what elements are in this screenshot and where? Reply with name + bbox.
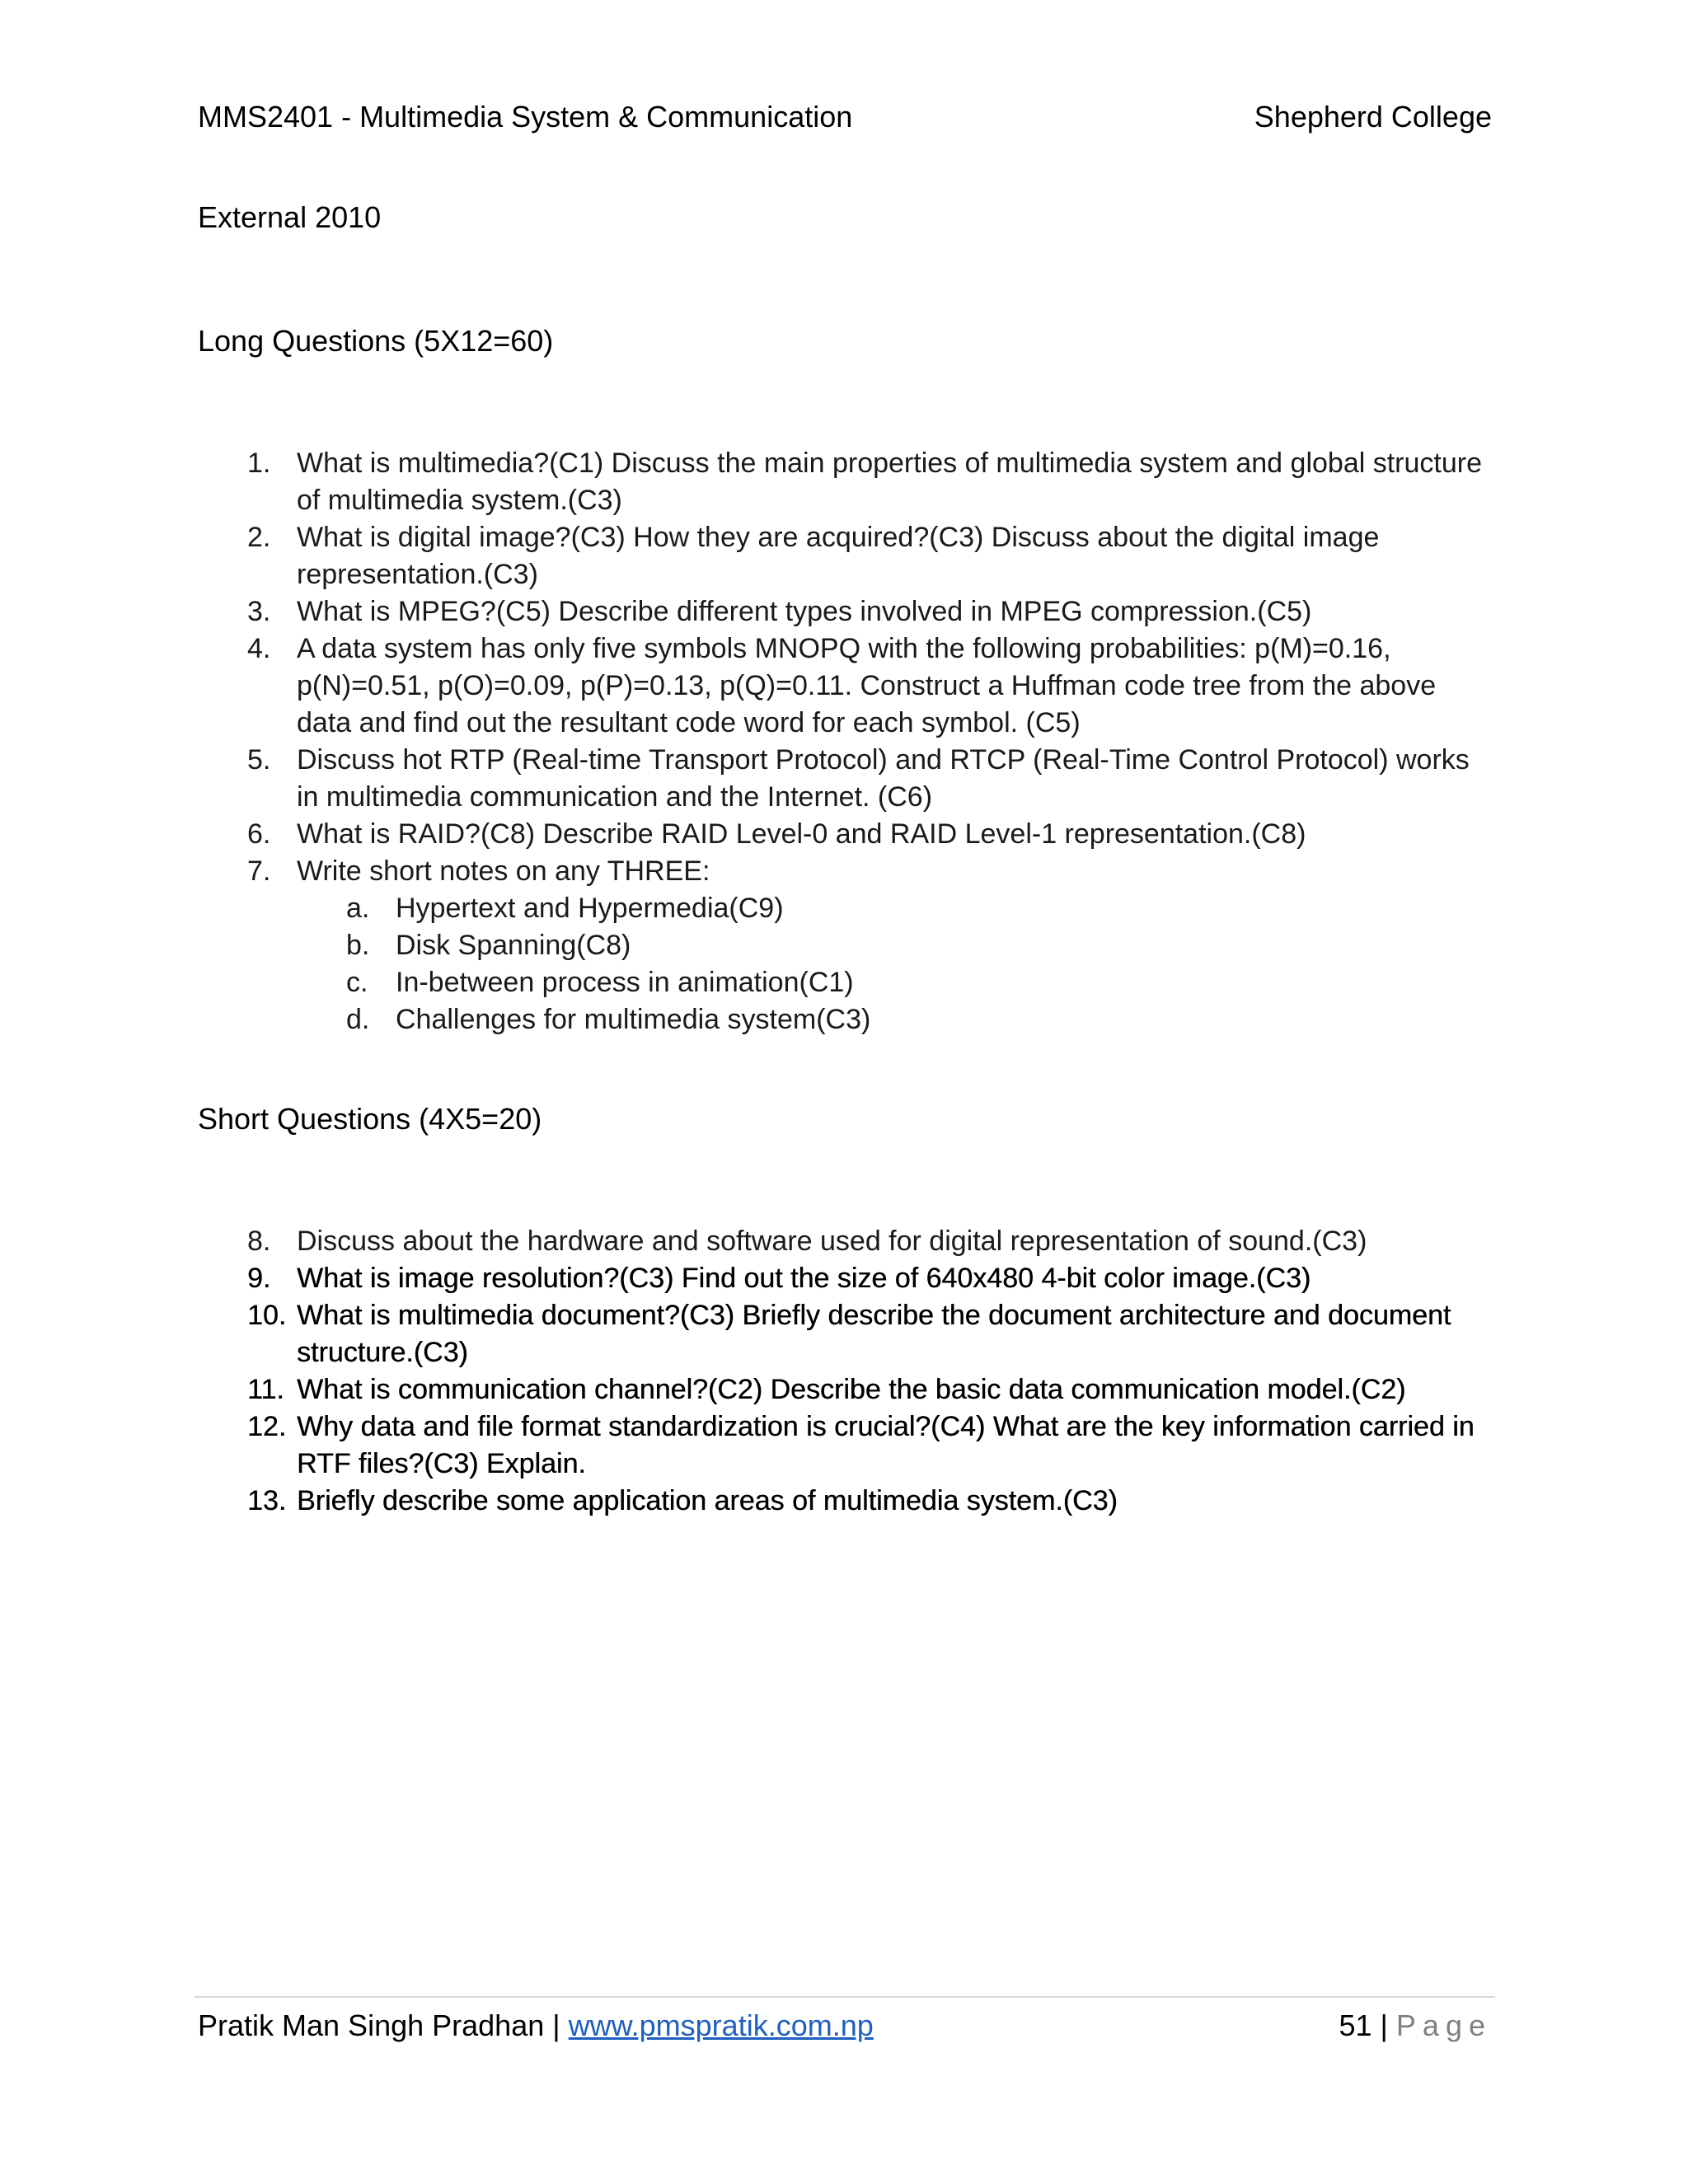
question-text: Write short notes on any THREE:: [297, 855, 710, 887]
question-text: What is multimedia document?(C3) Briefly describe the document architecture and document structure.(C3): [297, 1300, 1451, 1368]
question-number: 11.: [247, 1374, 284, 1405]
question-number: 9.: [247, 1263, 271, 1294]
long-questions-title: Long Questions (5X12=60): [198, 324, 554, 358]
sublist-letter: b.: [346, 930, 370, 961]
question-text: What is image resolution?(C3) Find out the size of 640x480 4-bit color image.(C3): [297, 1263, 1311, 1294]
question-number: 2.: [247, 522, 271, 553]
question-item: [198, 1260, 1492, 1297]
question-number: 6.: [247, 818, 271, 850]
question-number: 3.: [247, 596, 271, 627]
sublist-item: [297, 964, 1492, 1001]
college-name: Shepherd College: [1254, 100, 1492, 134]
page-number: 51: [1339, 2008, 1372, 2042]
question-text: What is communication channel?(C2) Describe the basic data communication model.(C2): [297, 1374, 1406, 1405]
question-item: [198, 1371, 1492, 1408]
page-footer: [198, 2008, 1492, 2044]
question-item: [198, 630, 1492, 742]
footer-left: [198, 2008, 874, 2044]
question-item: [198, 742, 1492, 816]
website-link[interactable]: www.pmspratik.com.np: [568, 2008, 874, 2042]
short-questions-list: [198, 1223, 1492, 1520]
question-number: 13.: [247, 1485, 287, 1516]
question-item: [198, 1408, 1492, 1483]
author-name: Pratik Man Singh Pradhan: [198, 2008, 545, 2042]
question-text: What is digital image?(C3) How they are acquired?(C3) Discuss about the digital image representation.(C3): [297, 522, 1380, 590]
question-number: 1.: [247, 448, 271, 479]
page-header: [198, 99, 1492, 135]
question-text: Discuss about the hardware and software used for digital representation of sound.(C3): [297, 1226, 1367, 1257]
sublist-text: Hypertext and Hypermedia(C9): [396, 893, 784, 924]
sublist-text: In-between process in animation(C1): [396, 967, 854, 998]
footer-right: [1339, 2008, 1492, 2044]
sublist-letter: c.: [346, 967, 368, 998]
short-questions-title: Short Questions (4X5=20): [198, 1102, 542, 1136]
question-number: 8.: [247, 1226, 271, 1257]
question-item: [198, 1223, 1492, 1260]
page-separator: |: [1380, 2008, 1388, 2042]
question-item: [198, 445, 1492, 519]
question-item: [198, 853, 1492, 1038]
footer-divider: [195, 1996, 1495, 1998]
sublist-letter: d.: [346, 1004, 370, 1035]
sublist-letter: a.: [346, 893, 370, 924]
question-text: What is multimedia?(C1) Discuss the main properties of multimedia system and global structure of multimedia system.(C3): [297, 448, 1482, 516]
sublist-text: Disk Spanning(C8): [396, 930, 631, 961]
question-text: What is MPEG?(C5) Describe different types involved in MPEG compression.(C5): [297, 596, 1312, 627]
question-text: Briefly describe some application areas of multimedia system.(C3): [297, 1485, 1118, 1516]
course-title: MMS2401 - Multimedia System & Communication: [198, 100, 853, 134]
sublist-item: [297, 890, 1492, 927]
question-number: 10.: [247, 1300, 287, 1331]
question-text: A data system has only five symbols MNOPQ with the following probabilities: p(M)=0.16, p(N)=0.51, p(O)=0.09, p(P)=0.13, p(Q)=0.11. Construct a Huffman code tree from the above data and find out the resultant code word for each symbol. (C5): [297, 633, 1437, 738]
question-item: [198, 519, 1492, 593]
page-label: Page: [1395, 2008, 1492, 2042]
question-number: 5.: [247, 744, 271, 776]
long-questions-list: [198, 445, 1492, 1038]
question-text: Discuss hot RTP (Real-time Transport Protocol) and RTCP (Real-Time Control Protocol) works in multimedia communication and the Internet. (C6): [297, 744, 1470, 813]
short-notes-sublist: [297, 890, 1492, 1038]
footer-separator: |: [552, 2008, 560, 2042]
question-text: Why data and file format standardization is crucial?(C4) What are the key information carried in RTF files?(C3) Explain.: [297, 1411, 1475, 1479]
exam-title: External 2010: [198, 200, 382, 234]
question-item: [198, 593, 1492, 630]
sublist-text: Challenges for multimedia system(C3): [396, 1004, 871, 1035]
sublist-item: [297, 927, 1492, 964]
question-number: 7.: [247, 855, 271, 887]
question-item: [198, 1483, 1492, 1520]
sublist-item: [297, 1001, 1492, 1038]
question-text: What is RAID?(C8) Describe RAID Level-0 and RAID Level-1 representation.(C8): [297, 818, 1306, 850]
question-item: [198, 816, 1492, 853]
question-number: 4.: [247, 633, 271, 664]
question-number: 12.: [247, 1411, 287, 1442]
question-item: [198, 1297, 1492, 1371]
